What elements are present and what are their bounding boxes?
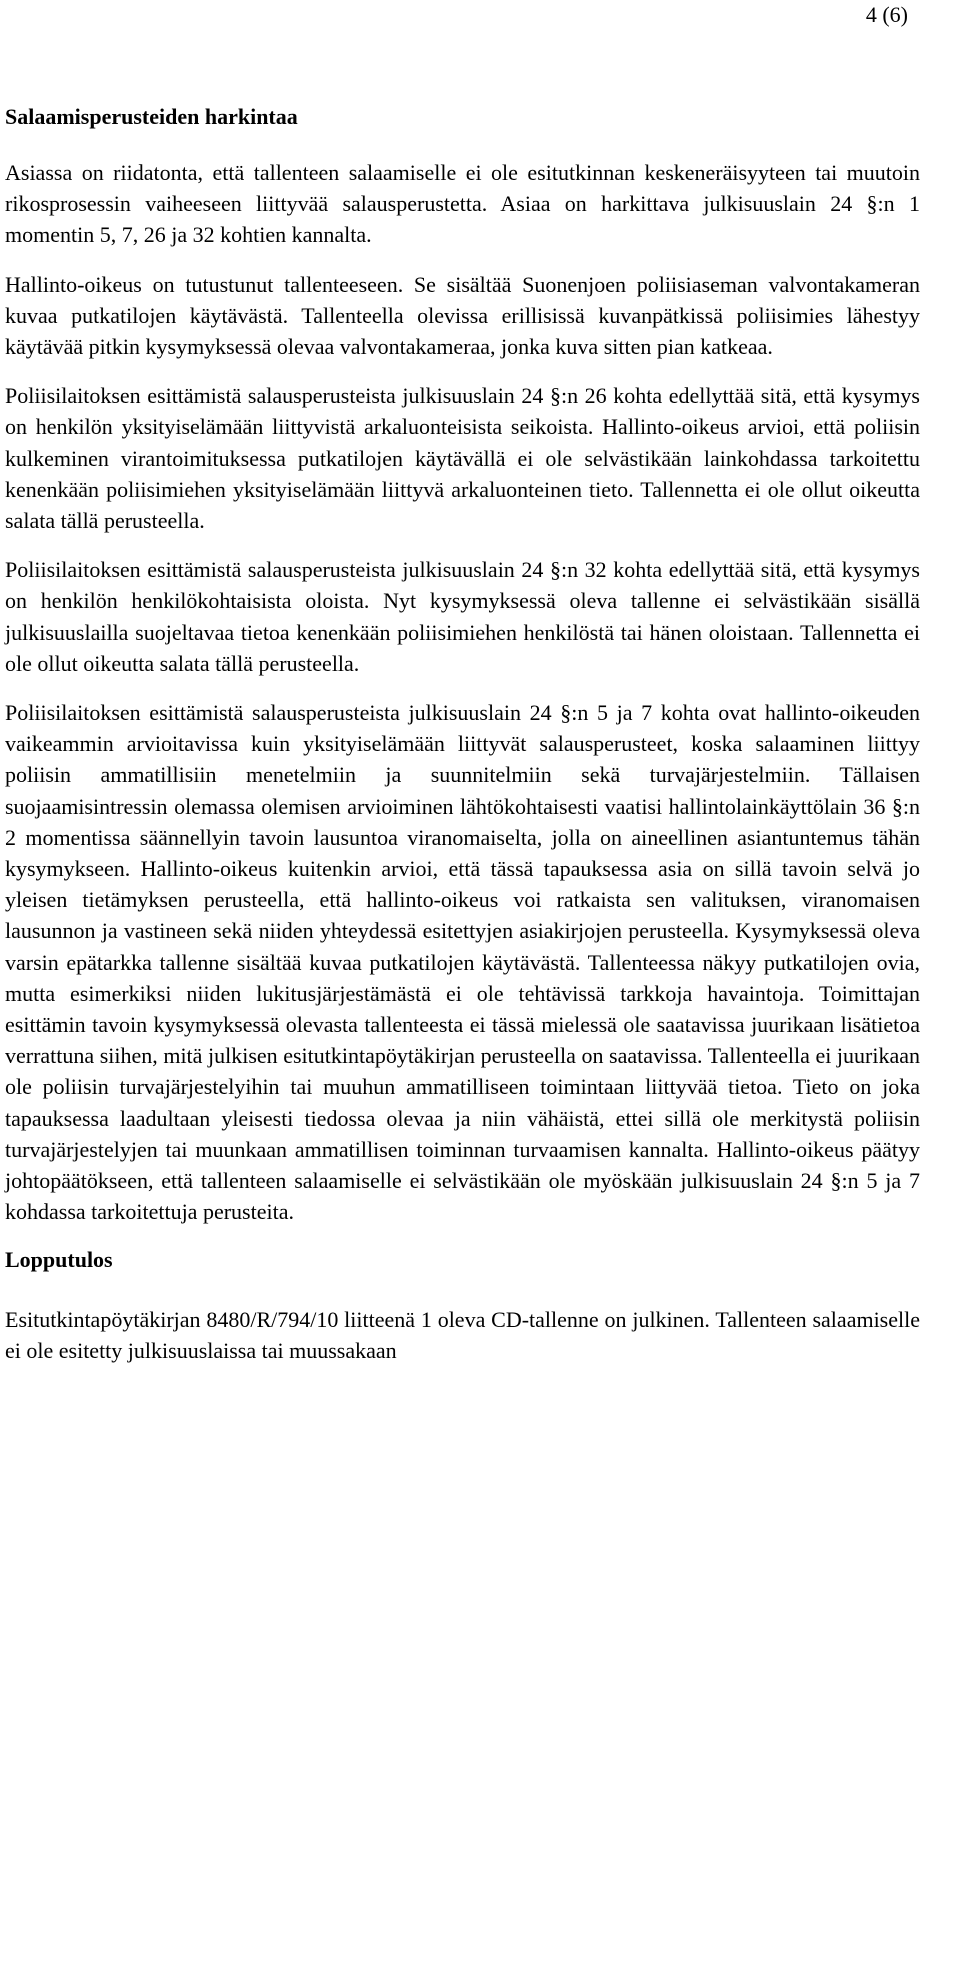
paragraph: Poliisilaitoksen esittämistä salausperusteista julkisuuslain 24 §:n 32 kohta edellyttää sitä, että kysymys on henkilön henkilökohtaisista oloista. Nyt kysymyksessä oleva tallenne ei selvästikään sisällä julkisuuslailla suojeltavaa tietoa kenenkään poliisimiehen henkilöstä tai hänen oloistaan. Tallennetta ei ole ollut oikeutta salata tällä perusteella. bbox=[5, 557, 920, 676]
paragraph: Hallinto-oikeus on tutustunut tallenteeseen. Se sisältää Suonenjoen poliisiaseman valvontakameran kuvaa putkatilojen käytävästä. Tallenteella olevissa erillisissä kuvanpätkissä poliisimies lähestyy käytävää pitkin kysymyksessä olevaa valvontakameraa, jonka kuva sitten pian katkeaa. bbox=[5, 271, 920, 360]
paragraph: Asiassa on riidatonta, että tallenteen salaamiselle ei ole esitutkinnan keskeneräisyyteen tai muutoin rikosprosessin vaiheeseen liittyvää salausperustetta. Asiaa on harkittava julkisuuslain 24 §:n 1 momentin 5, 7, 26 ja 32 kohtien kannalta. bbox=[5, 160, 920, 248]
document-body bbox=[5, 103, 920, 1366]
paragraph: Poliisilaitoksen esittämistä salausperusteista julkisuuslain 24 §:n 26 kohta edellyttää sitä, että kysymys on henkilön yksityiselämään liittyvistä arkaluonteisista seikoista. Hallinto-oikeus arvioi, että poliisin kulkeminen virantoimituksessa putkatilojen käytävällä ei ole selvästikään lainkohdassa tarkoitettu kenenkään poliisimiehen yksityiselämään liittyvä arkaluonteinen tieto. Tallennetta ei ole ollut oikeutta salata tällä perusteella. bbox=[5, 383, 920, 534]
paragraph: Esitutkintapöytäkirjan 8480/R/794/10 liitteenä 1 oleva CD-tallenne on julkinen. Tallenteen salaamiselle ei ole esitetty julkisuuslaissa tai muussakaan bbox=[5, 1306, 920, 1363]
page-number: 4 (6) bbox=[865, 2, 908, 27]
section-heading-salaamisperusteet: Salaamisperusteiden harkintaa bbox=[5, 104, 298, 129]
paragraph: Poliisilaitoksen esittämistä salausperusteista julkisuuslain 24 §:n 5 ja 7 kohta ovat hallinto-oikeuden vaikeammin arvioitavissa kuin yksityiselämään liittyvät salausperusteet, koska salaaminen liittyy poliisin ammatillisiin menetelmiin ja suunnitelmiin sekä turvajärjestelmiin. Tällaisen suojaamisintressin olemassa olemisen arvioiminen lähtökohtaisesti vaatisi hallintolainkäyttölain 36 §:n 2 momentissa säännellyin tavoin lausuntoa viranomaiselta, jolla on aineellinen asiantuntemus tähän kysymykseen. Hallinto-oikeus kuitenkin arvioi, että tässä tapauksessa asia on sillä tavoin selvä jo yleisen tietämyksen perusteella, että hallinto-oikeus voi ratkaista sen valituksen, viranomaisen lausunnon ja vastineen sekä niiden yhteydessä esitettyjen asiakirjojen perusteella. Kysymyksessä oleva varsin epätarkka tallenne sisältää kuvaa putkatilojen käytävästä. Tallenteessa näkyy putkatilojen ovia, mutta esimerkiksi niiden lukitusjärjestämästä ei ole tehtävissä tarkkoja havaintoja. Toimittajan esittämin tavoin kysymyksessä olevasta tallenteesta ei tässä mielessä ole saatavissa juurikaan lisätietoa verrattuna siihen, mitä julkisen esitutkintapöytäkirjan perusteella on saatavissa. Tallenteella ei juurikaan ole poliisin turvajärjestelyihin tai muuhun ammatilliseen toimintaan liittyvää tietoa. Tieto on joka tapauksessa laadultaan yleisesti tiedossa olevaa ja niin vähäistä, ettei sillä ole merkitystä poliisin turvajärjestelyjen tai muunkaan ammatillisen toiminnan turvaamisen kannalta. Hallinto-oikeus päätyy johtopäätökseen, että tallenteen salaamiselle ei selvästikään ole myöskään julkisuuslain 24 §:n 5 ja 7 kohdassa tarkoitettuja perusteita. bbox=[5, 700, 920, 1225]
section-heading-lopputulos: Lopputulos bbox=[5, 1246, 113, 1272]
